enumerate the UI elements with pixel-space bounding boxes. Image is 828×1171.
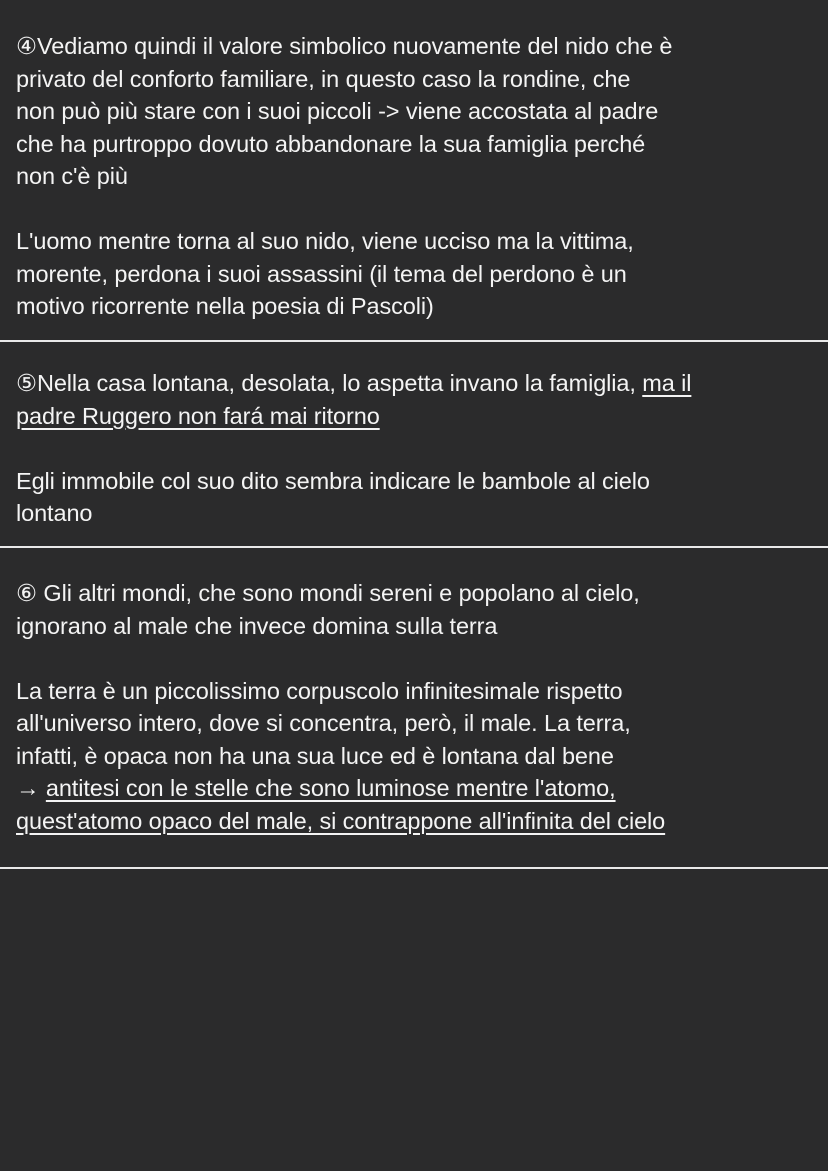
text-line: non c'è più bbox=[16, 163, 128, 189]
text-line: privato del conforto familiare, in questo caso la rondine, che bbox=[16, 65, 631, 92]
section-divider bbox=[0, 546, 828, 548]
underlined-text: antitesi con le stelle che sono luminose mentre l'atomo, bbox=[45, 775, 616, 801]
text-line: all'universo intero, dove si concentra, però, il male. La terra, bbox=[16, 710, 631, 736]
text-line: ④Vediamo quindi il valore simbolico nuovamente del nido che è bbox=[16, 33, 673, 59]
section-divider bbox=[0, 867, 828, 869]
text-line: infatti, è opaca non ha una sua luce ed è lontana dal bene bbox=[16, 742, 614, 769]
section-5 bbox=[16, 367, 816, 530]
paragraph-gap bbox=[16, 193, 816, 226]
text-line: Egli immobile col suo dito sembra indicare le bambole al cielo bbox=[16, 467, 650, 494]
section-divider bbox=[0, 340, 828, 342]
underlined-text: quest'atomo opaco del male, si contrappone all'infinita del cielo bbox=[16, 807, 666, 834]
text-line: motivo ricorrente nella poesia di Pascoli) bbox=[16, 293, 434, 319]
text-line: che ha purtroppo dovuto abbandonare la sua famiglia perché bbox=[16, 130, 646, 157]
text-span: ⑤Nella casa lontana, desolata, lo aspetta invano la famiglia, bbox=[16, 370, 643, 396]
arrow-icon: → bbox=[16, 775, 46, 801]
text-line: non può più stare con i suoi piccoli -> viene accostata al padre bbox=[16, 98, 659, 124]
text-line bbox=[16, 400, 816, 433]
section-4 bbox=[16, 30, 816, 323]
text-line bbox=[16, 367, 816, 400]
text-line bbox=[16, 772, 816, 805]
paragraph-gap bbox=[16, 432, 816, 465]
underlined-text: ma il bbox=[642, 370, 692, 396]
text-line: La terra è un piccolissimo corpuscolo infinitesimale rispetto bbox=[16, 677, 623, 704]
section-6 bbox=[16, 577, 816, 837]
text-line: ignorano al male che invece domina sulla terra bbox=[16, 612, 498, 639]
paragraph-gap bbox=[16, 642, 816, 675]
text-line: morente, perdona i suoi assassini (il tema del perdono è un bbox=[16, 260, 627, 287]
text-line bbox=[16, 805, 816, 838]
text-line: L'uomo mentre torna al suo nido, viene ucciso ma la vittima, bbox=[16, 228, 634, 254]
underlined-text: padre Ruggero non fará mai ritorno bbox=[16, 402, 380, 429]
text-line: lontano bbox=[16, 500, 93, 526]
text-line: ⑥ Gli altri mondi, che sono mondi sereni e popolano al cielo, bbox=[16, 580, 640, 606]
